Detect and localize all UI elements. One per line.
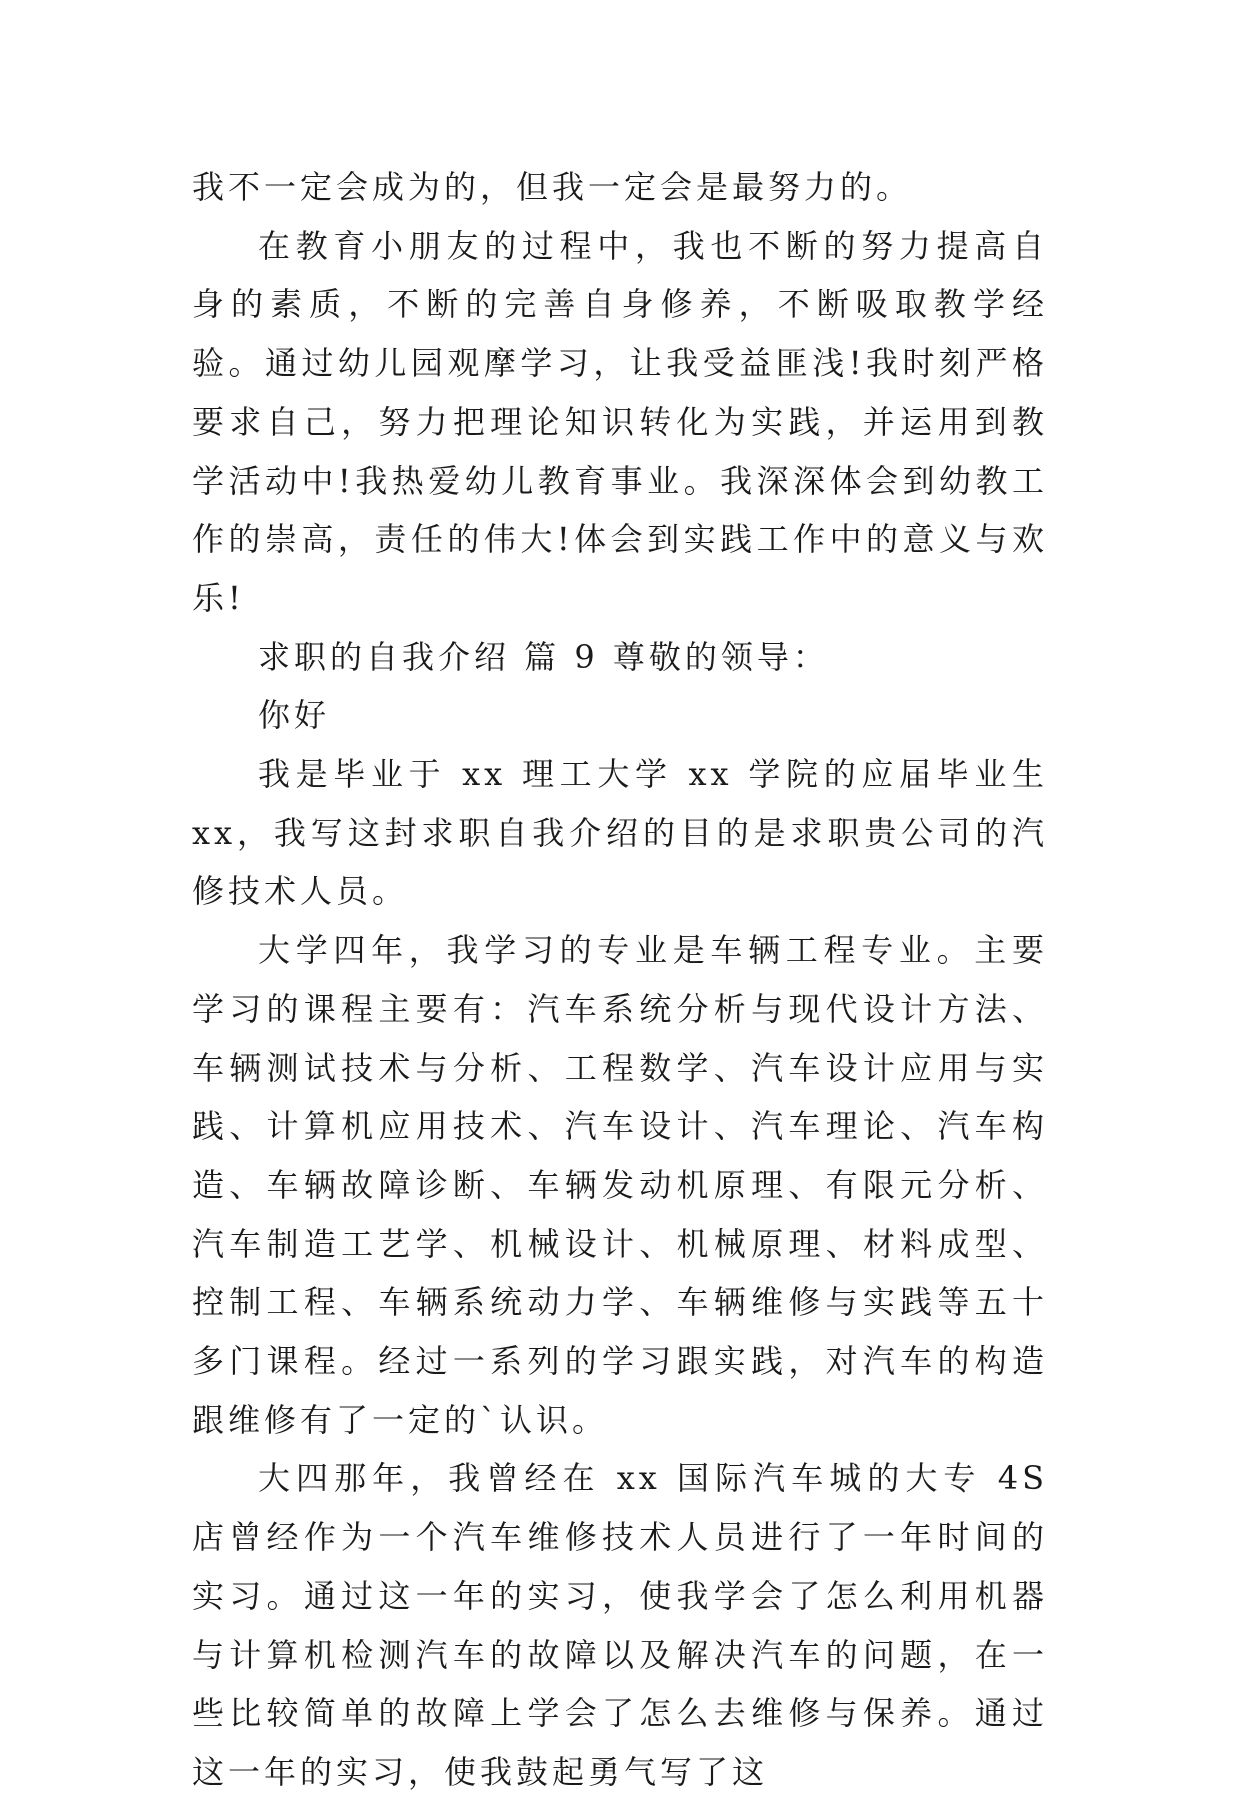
paragraph-intro: 我是毕业于 xx 理工大学 xx 学院的应届毕业生 xx，我写这封求职自我介绍的目的是求职贵公司的汽修技术人员。 [192,755,1048,911]
section-heading: 求职的自我介绍 篇 9 尊敬的领导： [258,637,829,676]
paragraph-internship: 大四那年，我曾经在 xx 国际汽车城的大专 4S 店曾经作为一个汽车维修技术人员进行了一年时间的实习。通过这一年的实习，使我学会了怎么利用机器与计算机检测汽车的故障以及解决汽车的问题，在一些比较简单的故障上学会了怎么去维修与保养。通过这一年的实习，使我鼓起勇气写了这 [192,1459,1048,1791]
paragraph-2: 在教育小朋友的过程中，我也不断的努力提高自身的素质，不断的完善自身修养，不断吸取教学经验。通过幼儿园观摩学习，让我受益匪浅!我时刻严格要求自己，努力把理论知识转化为实践，并运用到教学活动中!我热爱幼儿教育事业。我深深体会到幼教工作的崇高，责任的伟大!体会到实践工作中的意义与欢乐! [192,226,1048,617]
document-body [192,158,1048,1802]
paragraph-courses: 大学四年，我学习的专业是车辆工程专业。主要学习的课程主要有：汽车系统分析与现代设计方法、车辆测试技术与分析、工程数学、汽车设计应用与实践、计算机应用技术、汽车设计、汽车理论、汽车构造、车辆故障诊断、车辆发动机原理、有限元分析、汽车制造工艺学、机械设计、机械原理、材料成型、控制工程、车辆系统动力学、车辆维修与实践等五十多门课程。经过一系列的学习跟实践，对汽车的构造跟维修有了一定的`认识。 [192,931,1048,1439]
greeting: 你好 [258,696,331,735]
paragraph-1: 我不一定会成为的，但我一定会是最努力的。 [192,168,913,206]
